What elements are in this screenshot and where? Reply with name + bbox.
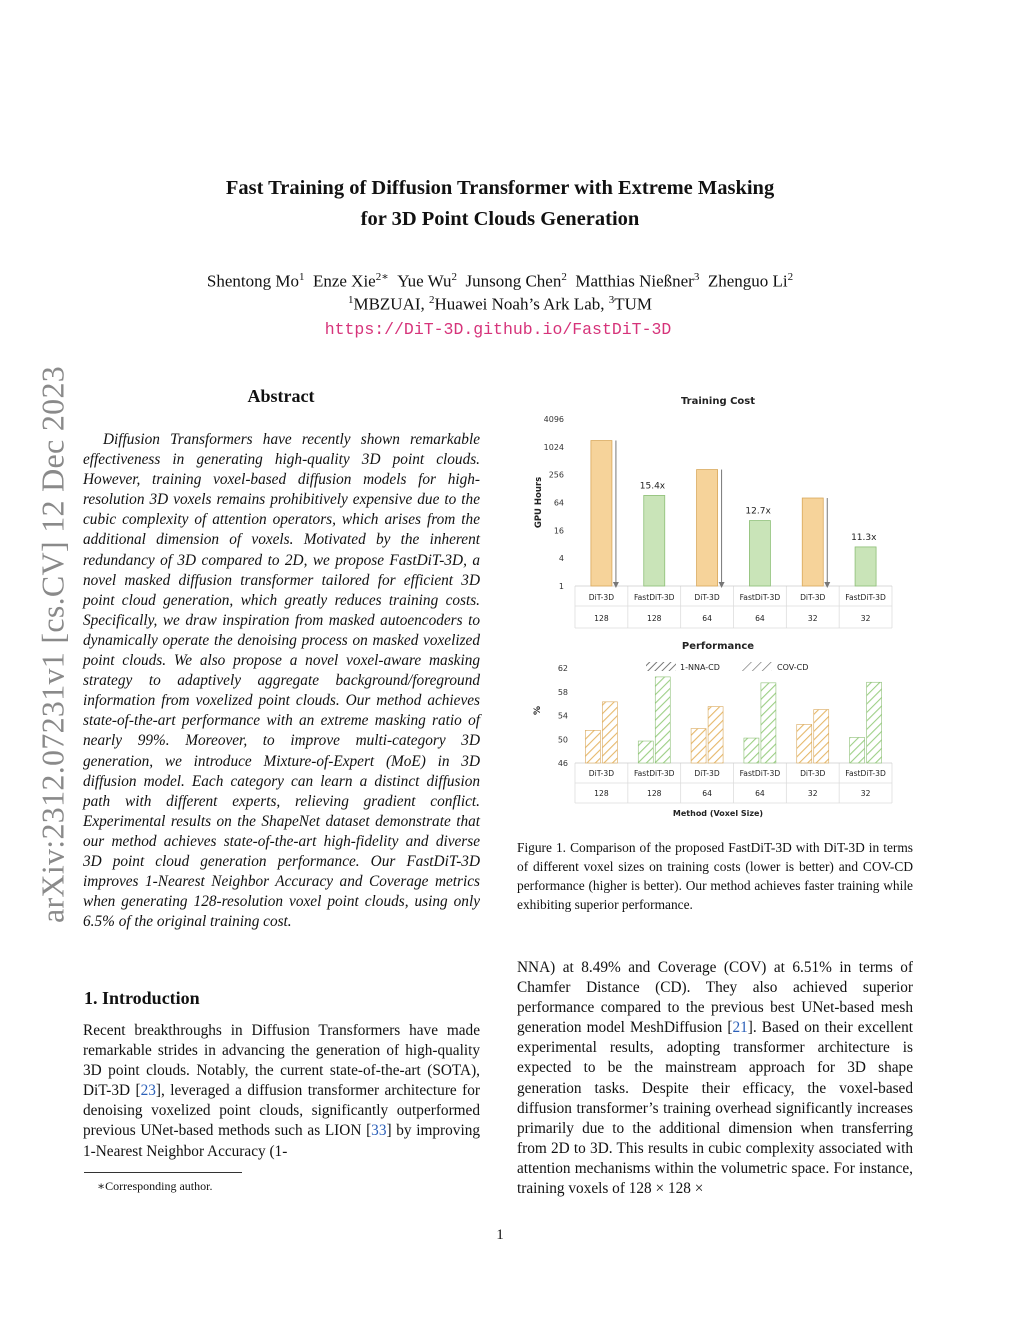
introduction-body-continued [517,958,913,1199]
author-name: Matthias Nießner [575,271,694,291]
author-name: Yue Wu [397,271,452,291]
y-tick-label: 62 [557,664,568,673]
bar-dit-3d-32 [802,498,823,586]
x-tick-method-label: DiT-3D [588,593,615,602]
bar-1-nna-cd-dit-3d-128 [585,730,600,763]
x-tick-method-label: DiT-3D [694,593,720,602]
x-tick-method-label: DiT-3D [588,769,615,778]
y-tick-label: 4096 [543,415,564,424]
y-tick-label: 1 [558,582,564,591]
bar-1-nna-cd-fastdit-3d-64 [744,738,759,763]
legend-label-1-nna-cd: 1-NNA-CD [680,663,720,672]
x-tick-method-label: FastDiT-3D [739,593,781,602]
x-tick-method-label: DiT-3D [800,769,826,778]
bar-1-nna-cd-fastdit-3d-128 [638,741,653,763]
footnote: ∗Corresponding author. [97,1179,213,1193]
affiliation-mark: 2 [429,294,435,306]
bar-1-nna-cd-dit-3d-32 [797,724,812,763]
bar-cov-cd-dit-3d-128 [602,702,617,763]
bar-fastdit-3d-64 [749,521,770,586]
bar-1-nna-cd-dit-3d-64 [691,729,706,763]
author-name: Zhenguo Li [707,271,788,291]
author-list [0,270,1000,292]
citation-link-21[interactable]: 21 [732,1019,748,1037]
x-tick-voxel-label: 32 [807,789,818,798]
bar-cov-cd-fastdit-3d-64 [761,683,776,763]
right-text-b: ]. Based on their excellent experimental results, adopting transformer architecture is expected to be the mainstream approach for 3D shape generation tasks. Despite their efficacy, the voxel-based diffusion transformer’s training overhead significantly increases primarily due to the additional dimension when transferring from 2D to 3D. This results in cubic complexity associated with attention mechanisms within the volumetric space. For instance, training voxels of 128 × 128 × [517,1019,913,1198]
speedup-label: 15.4x [639,481,666,492]
x-tick-voxel-label: 128 [647,614,662,623]
affiliation-name: MBZUAI, [353,294,430,314]
introduction-paragraph [83,1021,480,1162]
speedup-label: 11.3x [851,532,877,543]
x-tick-method-label: DiT-3D [800,593,826,602]
paper-title-line-1: Fast Training of Diffusion Transformer with Extreme Masking [225,177,775,199]
page-number: 1 [496,1227,504,1243]
x-tick-voxel-label: 32 [860,789,871,798]
introduction-heading: 1. Introduction [84,988,200,1008]
x-tick-method-label: FastDiT-3D [845,593,886,602]
bar-1-nna-cd-fastdit-3d-32 [850,737,865,763]
footnote-rule [84,1172,242,1173]
legend-label-cov-cd: COV-CD [777,663,809,672]
x-axis-label-method: Method (Voxel Size) [672,809,764,818]
bar-cov-cd-dit-3d-64 [708,707,723,763]
x-tick-voxel-label: 128 [594,789,609,798]
y-tick-label: 16 [553,526,564,536]
project-url-link[interactable]: https://DiT-3D.github.io/FastDiT-3D [324,320,672,339]
author-affiliation-mark: 3 [693,271,700,283]
author-affiliation-mark: 2 [561,271,567,283]
chart-title-training-cost: Training Cost [680,396,756,407]
author-affiliation-mark: 2 [787,271,794,283]
author-name: Shentong Mo [206,271,299,291]
y-tick-label: 64 [553,498,564,508]
author-name: Enze Xie [312,271,376,291]
affiliation-name: TUM [614,294,653,314]
speedup-label: 12.7x [745,506,771,517]
x-tick-method-label: FastDiT-3D [633,593,675,602]
affiliation-mark: 3 [608,294,615,306]
x-tick-voxel-label: 128 [594,614,609,623]
figure-1-charts [520,388,920,820]
author-affiliation-mark: 2 [451,271,457,283]
x-tick-method-label: FastDiT-3D [845,769,886,778]
y-tick-label: 54 [557,711,568,721]
author-affiliation-mark: 1 [298,271,305,283]
y-tick-label: 256 [548,470,564,480]
y-axis-label-percent: % [533,705,543,716]
intro-text-c: ] by improving 1-Nearest Neighbor Accuracy (1- [83,1122,480,1160]
citation-link-23[interactable]: 23 [140,1082,156,1100]
introduction-paragraph-continued [517,958,913,1199]
y-axis-label-gpu-hours: GPU Hours [534,476,544,529]
figure-caption-text: Figure 1. Comparison of the proposed FastDiT-3D with DiT-3D in terms of different voxel sizes on training costs (lower is better) and COV-CD performance (higher is better). Our method achieves faster training while exhibiting superior performance. [517,840,913,912]
y-tick-label: 50 [557,735,568,745]
x-tick-method-label: FastDiT-3D [739,769,781,778]
affiliation-mark: 1 [347,294,354,306]
citation-link-33[interactable]: 33 [371,1122,387,1140]
intro-text-b: ], leveraged a diffusion transformer architecture for denoising voxelized point clouds, significantly outperformed previous UNet-based methods such as LION [ [83,1082,480,1140]
x-tick-voxel-label: 32 [860,614,871,623]
paper-title-line-2: for 3D Point Clouds Generation [360,208,640,230]
bar-fastdit-3d-32 [855,547,876,586]
paper-title [0,173,1000,235]
y-tick-label: 58 [557,687,568,697]
chart-title-performance: Performance [681,641,755,652]
abstract-paragraph: Diffusion Transformers have recently shown remarkable effectiveness in generating high-quality 3D point clouds. However, training voxel-based diffusion models for high-resolution 3D voxels remains prohibitively expensive due to the cubic complexity of attention operators, which arises from the additional dimension of voxels. Motivated by the inherent redundancy of 3D compared to 2D, we propose FastDiT-3D, a novel masked diffusion transformer tailored for efficient 3D point cloud generation, which greatly reduces training costs. Specifically, we draw inspiration from masked autoencoders to dynamically operate the denoising process on masked voxelized point clouds. We also propose a novel voxel-aware masking strategy to adaptively aggregate background/foreground information from voxelized point clouds. Our method achieves state-of-the-art performance with an extreme masking ratio of nearly 99%. Moreover, to improve multi-category 3D generation, we introduce Mixture-of-Expert (MoE) in 3D diffusion model. Each category can learn a distinct diffusion path with different experts, relieving gradient conflict. Experimental results on the ShapeNet dataset demonstrate that our method achieves state-of-the-art high-fidelity and diverse 3D point cloud generation performance. Our FastDiT-3D improves 1-Nearest Neighbor Accuracy and Coverage metrics when generating 128-resolution voxel point clouds, using only 6.5% of the original training cost. [83,431,480,931]
affiliation-name: Huawei Noah’s Ark Lab, [434,294,609,314]
legend-swatch-cov-cd [742,662,772,671]
intro-text-a: Recent breakthroughs in Diffusion Transformers have made remarkable strides in advancing the generation of high-quality 3D point clouds. Notably, the current state-of-the-art (SOTA), DiT-3D [ [83,1022,480,1100]
bar-dit-3d-128 [591,441,612,586]
y-tick-label: 46 [557,759,568,768]
author-name: Junsong Chen [465,271,562,291]
y-tick-label: 4 [558,554,564,564]
x-tick-method-label: DiT-3D [694,769,720,778]
arxiv-side-label: arXiv:2312.07231v1 [cs.CV] 12 Dec 2023 [34,365,71,924]
x-tick-voxel-label: 64 [702,789,712,798]
abstract-heading: Abstract [247,386,315,406]
bar-fastdit-3d-128 [644,495,665,586]
introduction-body [83,1021,480,1162]
right-text-a: NNA) at 8.49% and Coverage (COV) at 6.51% in terms of Chamfer Distance (CD). They also achieved superior performance compared to the previous best UNet-based mesh generation model MeshDiffusion [ [517,959,913,1037]
x-tick-method-label: FastDiT-3D [633,769,675,778]
x-tick-voxel-label: 64 [755,789,765,798]
author-affiliation-mark: 2∗ [375,271,389,283]
x-tick-voxel-label: 64 [702,614,712,623]
bar-cov-cd-fastdit-3d-32 [867,682,882,763]
bar-cov-cd-fastdit-3d-128 [655,677,670,763]
legend-swatch-1-nna-cd [646,662,676,671]
bar-cov-cd-dit-3d-32 [814,710,829,763]
x-tick-voxel-label: 128 [647,789,662,798]
x-tick-voxel-label: 32 [807,614,818,623]
abstract-body [83,430,480,932]
figure-1-caption [517,838,913,914]
bar-dit-3d-64 [697,470,718,586]
x-tick-voxel-label: 64 [755,614,765,623]
affiliation-list [0,294,1000,315]
y-tick-label: 1024 [543,442,564,452]
